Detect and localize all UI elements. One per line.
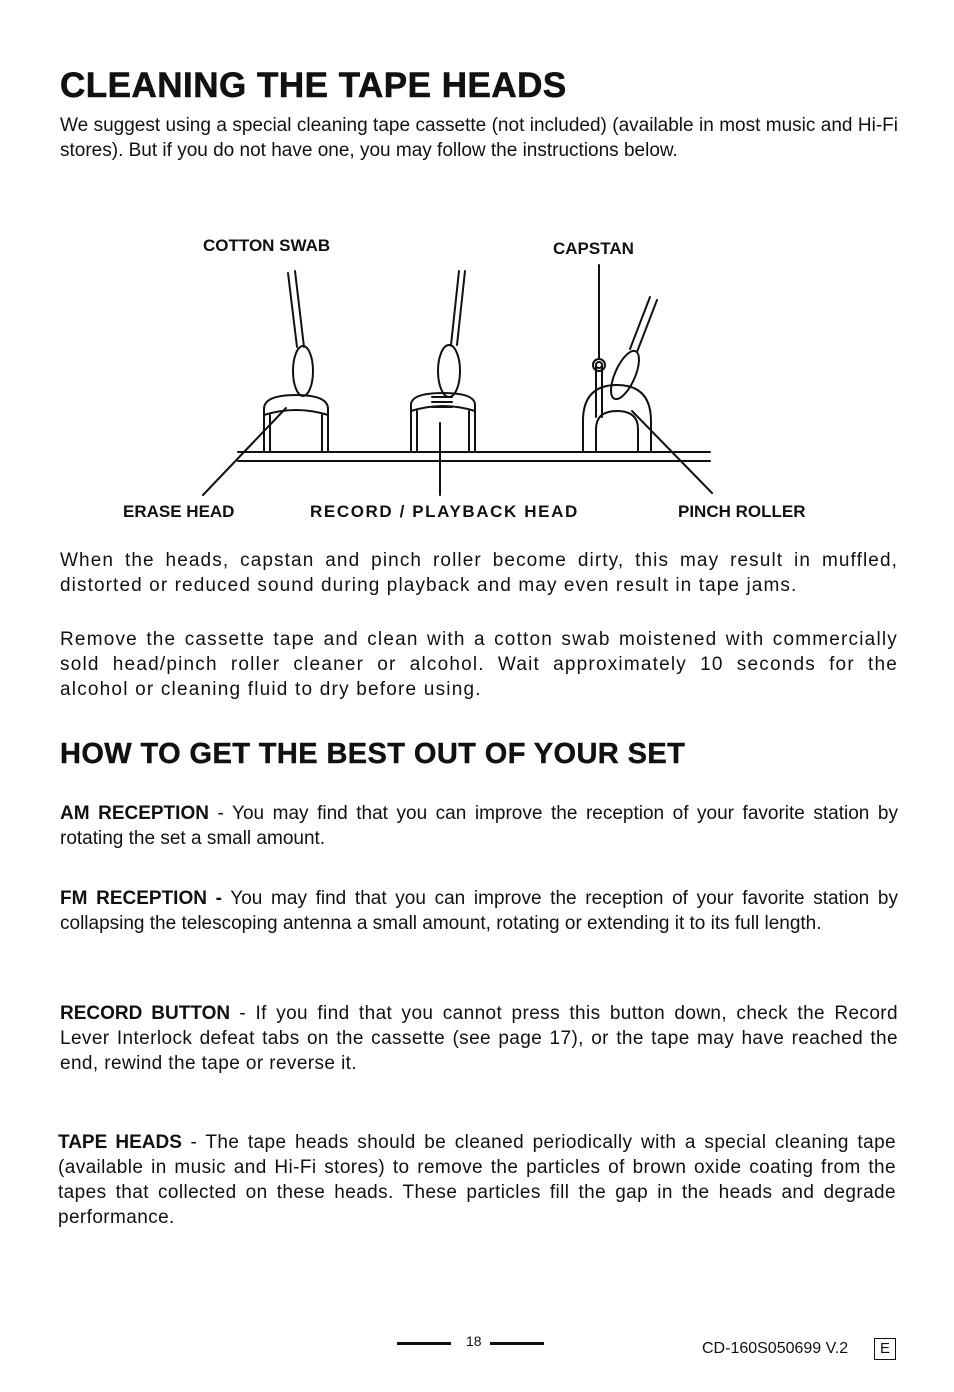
model-number: CD-160S050699 V.2 xyxy=(702,1340,849,1357)
record-button-text: - If you find that you cannot press this button down, check the Record Lever Interlock defeat tabs on the cassette (see page 17), or the tape may have reached the end, rewind the tape or reverse it. xyxy=(60,1003,898,1074)
tape-head-diagram xyxy=(0,225,954,535)
fm-reception-text: You may find that you can improve the reception of your favorite station by collapsing the telescoping antenna a small amount, rotating or extending it to its full length. xyxy=(60,888,898,934)
tape-heads-text: - The tape heads should be cleaned periodically with a special cleaning tape (available in music and Hi-Fi stores) to remove the particles of brown oxide coating from the tapes that collected on these heads. These particles fill the gap in the heads and degrade performance. xyxy=(58,1132,896,1228)
section-title: HOW TO GET THE BEST OUT OF YOUR SET xyxy=(60,738,686,770)
footer-rule-right xyxy=(490,1342,544,1345)
page-number: 18 xyxy=(466,1333,482,1349)
am-reception-text: - You may find that you can improve the reception of your favorite station by rotating the set a small amount. xyxy=(60,803,898,849)
intro-paragraph: We suggest using a special cleaning tape cassette (not included) (available in most music and Hi-Fi stores). But if you do not have one, you may follow the instructions below. xyxy=(60,115,898,161)
tape-heads-lead: TAPE HEADS xyxy=(58,1132,182,1153)
dirty-heads-paragraph: When the heads, capstan and pinch roller become dirty, this may result in muffled, distorted or reduced sound during playback and may even result in tape jams. xyxy=(60,550,898,596)
am-reception-lead: AM RECEPTION xyxy=(60,803,209,824)
label-cotton-swab: COTTON SWAB xyxy=(203,236,331,255)
fm-reception-paragraph xyxy=(60,886,898,936)
cotton-swab-3 xyxy=(605,297,657,403)
label-erase-head: ERASE HEAD xyxy=(123,502,235,521)
cotton-swab-1 xyxy=(288,271,313,396)
record-button-paragraph xyxy=(60,1001,898,1076)
am-reception-paragraph xyxy=(60,801,898,851)
remove-cassette-paragraph: Remove the cassette tape and clean with a cotton swab moistened with commercially sold head/pinch roller cleaner or alcohol. Wait approximately 10 seconds for the alcohol or cleaning fluid to dry before using. xyxy=(60,629,898,700)
pinch-roller-shape xyxy=(583,385,651,451)
language-badge: E xyxy=(874,1338,896,1360)
page-title: CLEANING THE TAPE HEADS xyxy=(60,66,567,105)
label-capstan: CAPSTAN xyxy=(553,239,634,258)
label-record-playback-head: RECORD / PLAYBACK HEAD xyxy=(310,502,579,521)
tape-heads-paragraph xyxy=(58,1130,896,1230)
fm-reception-lead: FM RECEPTION - xyxy=(60,888,222,909)
footer-rule-left xyxy=(397,1342,451,1345)
record-button-lead: RECORD BUTTON xyxy=(60,1003,231,1024)
record-playback-head-shape xyxy=(411,393,475,451)
label-pinch-roller: PINCH ROLLER xyxy=(678,502,806,521)
erase-head-shape xyxy=(264,395,328,451)
cotton-swab-2 xyxy=(438,271,465,397)
